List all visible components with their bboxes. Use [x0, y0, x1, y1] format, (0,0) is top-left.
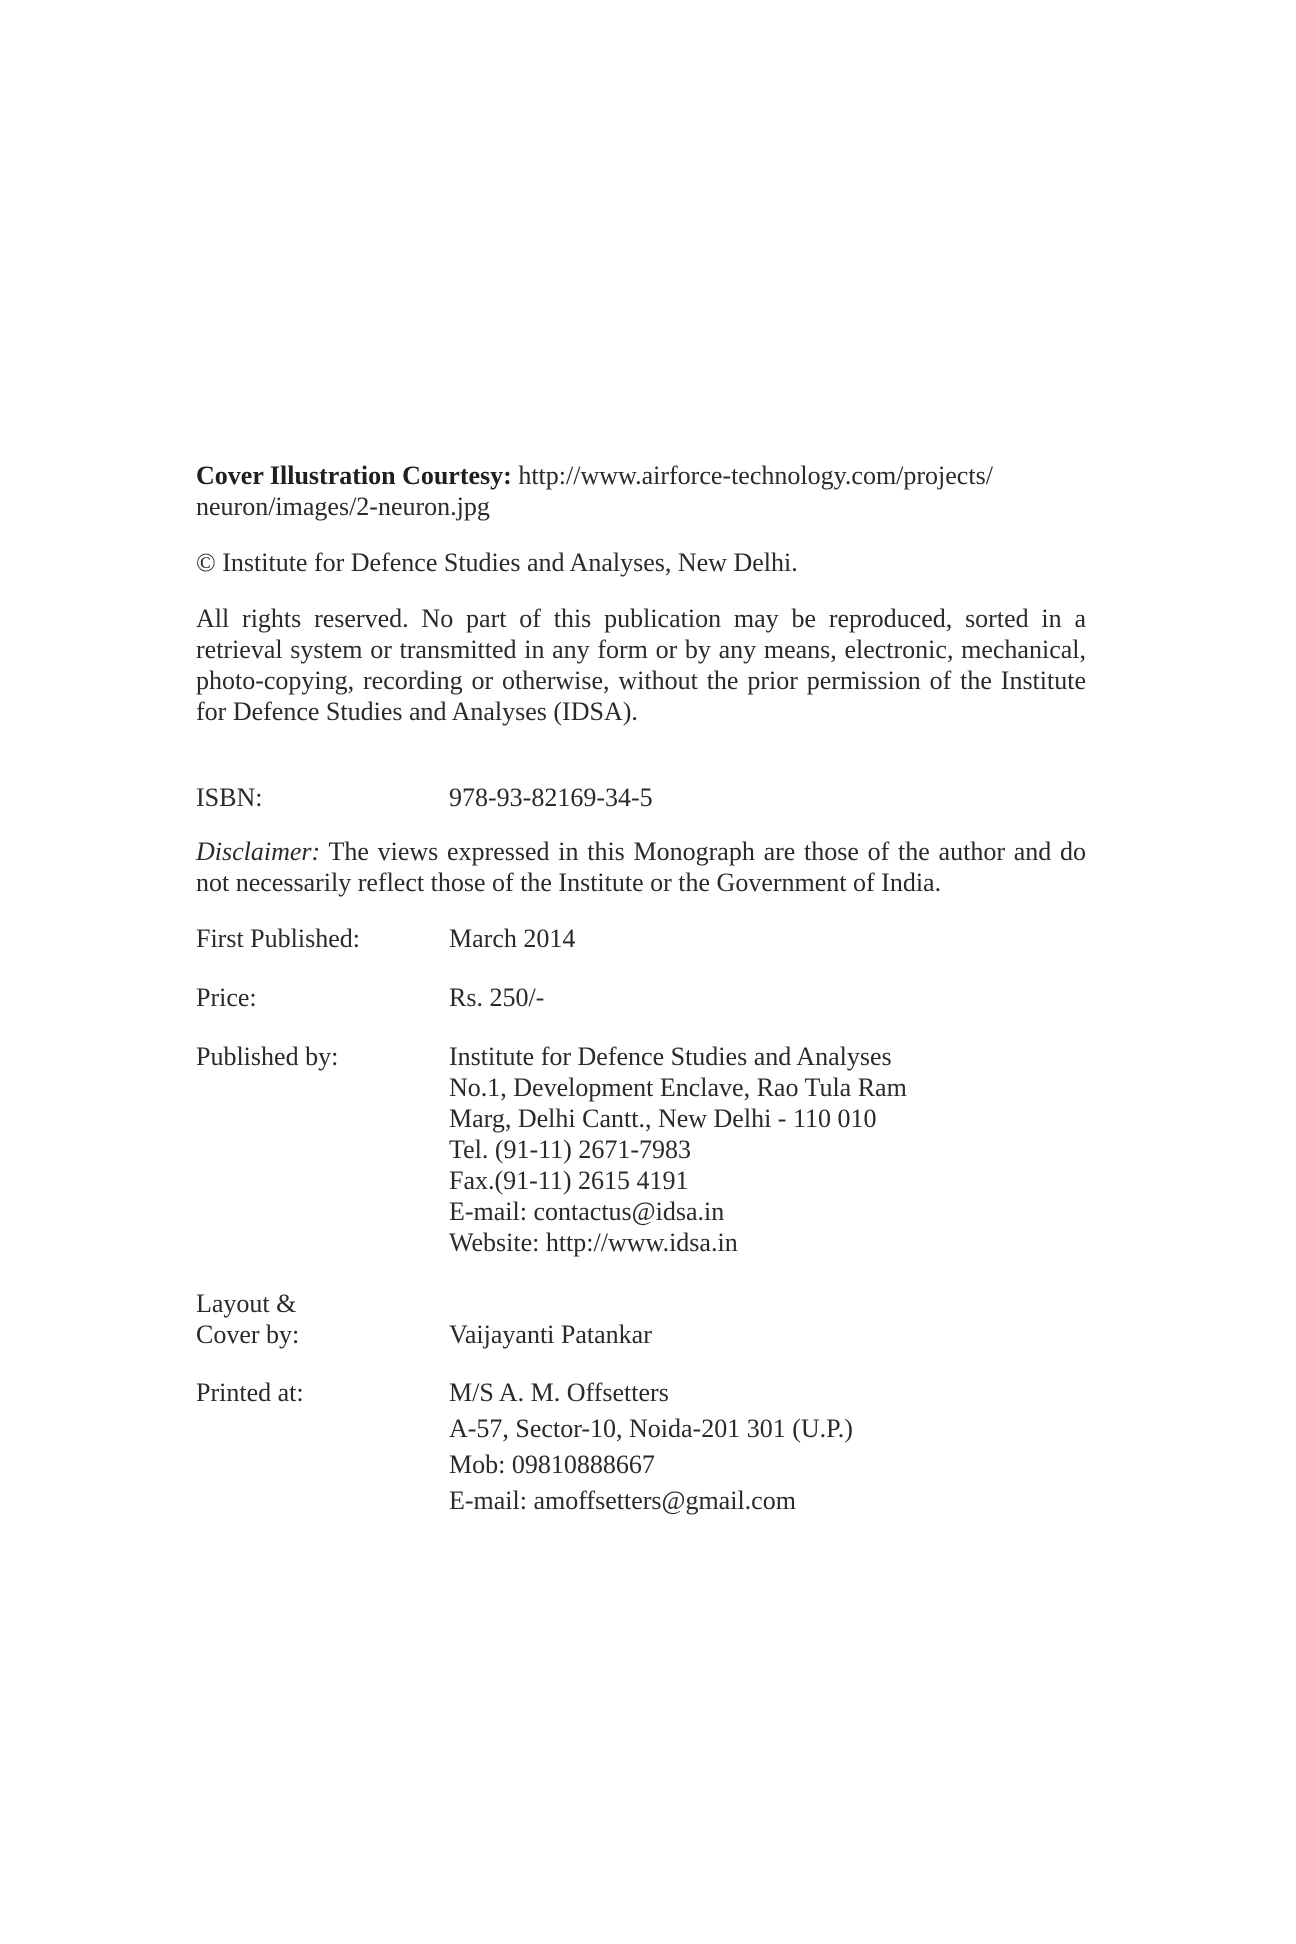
layout-cover-value: Vaijayanti Patankar: [449, 1320, 652, 1349]
publisher-name: Institute for Defence Studies and Analyses: [449, 1042, 892, 1071]
cover-credit-label: Cover Illustration Courtesy:: [196, 461, 512, 490]
layout-cover-label-line1: Layout &: [196, 1289, 297, 1318]
isbn-row: [196, 782, 1086, 813]
publisher-website: Website: http://www.idsa.in: [449, 1228, 738, 1257]
disclaimer: [196, 836, 1086, 898]
printed-at-label: Printed at:: [196, 1378, 304, 1407]
rights-statement: All rights reserved. No part of this publication may be reproduced, sorted in a retrieval system or transmitted in any form or by any means, electronic, mechanical, photo-copying, recording or otherwise, without the prior permission of the Institute for Defence Studies and Analyses (IDSA).: [196, 604, 1086, 726]
printer-email: E-mail: amoffsetters@gmail.com: [449, 1486, 796, 1515]
publisher-fax: Fax.(91-11) 2615 4191: [449, 1166, 689, 1195]
imprint-page: [196, 460, 1086, 1519]
publisher-phone: Tel. (91-11) 2671-7983: [449, 1135, 691, 1164]
copyright-notice: © Institute for Defence Studies and Analyses, New Delhi.: [196, 548, 798, 577]
disclaimer-text: The views expressed in this Monograph are those of the author and do not necessarily reflect those of the Institute or the Government of India.: [196, 837, 1086, 897]
layout-cover-label: [196, 1288, 449, 1350]
printer-name: M/S A. M. Offsetters: [449, 1378, 669, 1407]
layout-cover-label-line2: Cover by:: [196, 1320, 300, 1349]
publisher-address-line: Marg, Delhi Cantt., New Delhi - 110 010: [449, 1104, 877, 1133]
disclaimer-label: Disclaimer:: [196, 837, 321, 866]
cover-credit-url-line2: neuron/images/2-neuron.jpg: [196, 492, 490, 521]
cover-credit-url-line1: http://www.airforce-technology.com/projects/: [518, 461, 993, 490]
isbn-label: ISBN:: [196, 783, 263, 812]
isbn-value: 978-93-82169-34-5: [449, 783, 653, 812]
published-by-label: Published by:: [196, 1042, 339, 1071]
printer-address: [449, 1375, 1086, 1519]
printed-at-label-wrap: [196, 1375, 449, 1411]
price-row: [196, 982, 1086, 1013]
price-label: Price:: [196, 983, 257, 1012]
layout-cover-row: [196, 1288, 1086, 1350]
first-published-row: [196, 923, 1086, 954]
price-value: Rs. 250/-: [449, 983, 545, 1012]
layout-cover-value-wrap: [449, 1288, 1086, 1350]
printer-address-line: A-57, Sector-10, Noida-201 301 (U.P.): [449, 1414, 853, 1443]
publisher-email: E-mail: contactus@idsa.in: [449, 1197, 725, 1226]
publisher-address-line: No.1, Development Enclave, Rao Tula Ram: [449, 1073, 907, 1102]
first-published-value: March 2014: [449, 924, 576, 953]
printer-mobile: Mob: 09810888667: [449, 1450, 655, 1479]
published-by-row: [196, 1041, 1086, 1258]
publisher-address: [449, 1041, 1086, 1258]
cover-credit: [196, 460, 1086, 522]
first-published-label: First Published:: [196, 924, 360, 953]
printed-at-row: [196, 1375, 1086, 1519]
